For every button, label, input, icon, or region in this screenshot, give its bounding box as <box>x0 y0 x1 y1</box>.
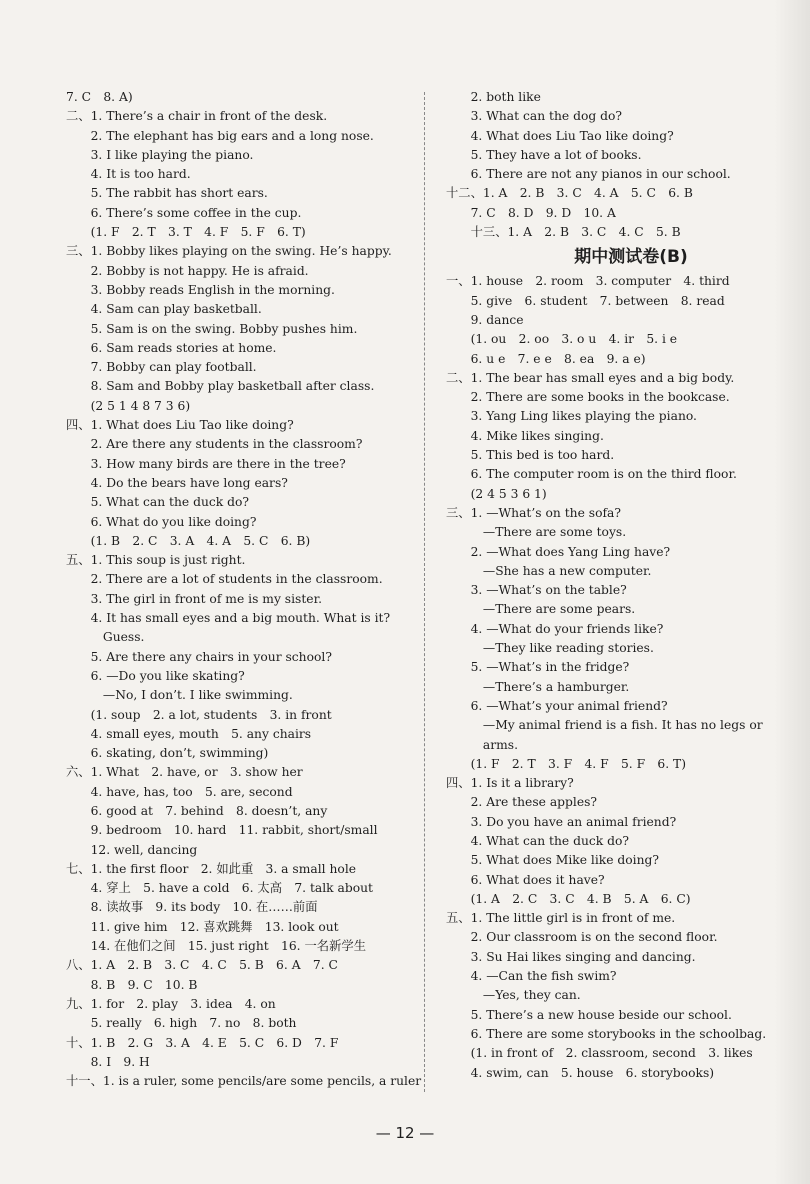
answer-line: arms. <box>446 737 518 752</box>
answer-line: 8. B 9. C 10. B <box>66 977 198 992</box>
answer-line: 二、1. There’s a chair in front of the desk. <box>66 109 328 124</box>
answer-line: (1. B 2. C 3. A 4. A 5. C 6. B) <box>66 533 311 548</box>
answer-line: (2 4 5 3 6 1) <box>446 486 547 501</box>
answer-line: —There’s a hamburger. <box>446 679 630 694</box>
answer-line: 四、1. What does Liu Tao like doing? <box>66 418 294 433</box>
answer-line: 5. They have a lot of books. <box>446 147 642 162</box>
answer-line: 6. —Do you like skating? <box>66 668 245 683</box>
section-title: 期中测试卷(B) <box>574 247 688 268</box>
answer-line: 6. u e 7. e e 8. ea 9. a e) <box>446 351 646 366</box>
answer-line: 3. —What’s on the table? <box>446 583 627 598</box>
answer-line: 8. 读故事 9. its body 10. 在……前面 <box>66 900 318 915</box>
answer-line: 5. —What’s in the fridge? <box>446 660 630 675</box>
answer-line: 6. There’s some coffee in the cup. <box>66 205 302 220</box>
answer-line: 十二、1. A 2. B 3. C 4. A 5. C 6. B <box>446 186 693 201</box>
answer-line: 2. both like <box>446 90 541 104</box>
right-column <box>446 88 776 1083</box>
answer-line: 6. The computer room is on the third floor. <box>446 467 737 482</box>
answer-line: 9. dance <box>446 312 524 327</box>
answer-line: 5. What does Mike like doing? <box>446 853 660 868</box>
answer-line: 5. The rabbit has short ears. <box>66 186 268 201</box>
column-divider <box>424 92 425 1092</box>
answer-line: —Yes, they can. <box>446 988 581 1003</box>
answer-line: 五、1. The little girl is in front of me. <box>446 911 676 926</box>
answer-line: 5. give 6. student 7. between 8. read <box>446 293 725 308</box>
answer-line: 2. Are there any students in the classroom? <box>66 437 363 452</box>
answer-line: 4. What can the duck do? <box>446 833 629 848</box>
answer-line: (1. in front of 2. classroom, second 3. likes <box>446 1046 753 1061</box>
answer-line: 5. What can the duck do? <box>66 495 249 510</box>
answer-line: 一、1. house 2. room 3. computer 4. third <box>446 274 730 289</box>
answer-line: 八、1. A 2. B 3. C 4. C 5. B 6. A 7. C <box>66 958 338 973</box>
answer-line: (1. A 2. C 3. C 4. B 5. A 6. C) <box>446 891 691 906</box>
answer-line: 4. —Can the fish swim? <box>446 969 617 984</box>
answer-line: 四、1. Is it a library? <box>446 776 574 791</box>
answer-line: 六、1. What 2. have, or 3. show her <box>66 765 303 780</box>
answer-line: 2. There are a lot of students in the classroom. <box>66 572 383 587</box>
answer-line: 3. How many birds are there in the tree? <box>66 456 346 471</box>
answer-line: 4. 穿上 5. have a cold 6. 太高 7. talk about <box>66 881 373 896</box>
answer-line: 4. What does Liu Tao like doing? <box>446 128 674 143</box>
page-number: — 12 — <box>375 1124 435 1142</box>
answer-line: 5. Are there any chairs in your school? <box>66 649 332 664</box>
answer-line: 4. It is too hard. <box>66 167 191 182</box>
answer-line: 4. Sam can play basketball. <box>66 302 262 317</box>
answer-line: 3. Yang Ling likes playing the piano. <box>446 409 697 424</box>
answer-line: 2. Are these apples? <box>446 795 598 810</box>
answer-line: —They like reading stories. <box>446 641 654 656</box>
answer-line: 5. really 6. high 7. no 8. both <box>66 1016 297 1031</box>
answer-line: (1. F 2. T 3. T 4. F 5. F 6. T) <box>66 225 306 240</box>
answer-line: 4. small eyes, mouth 5. any chairs <box>66 726 312 741</box>
answer-line: 3. What can the dog do? <box>446 109 622 124</box>
answer-line: 4. Mike likes singing. <box>446 428 604 443</box>
answer-line: 3. Do you have an animal friend? <box>446 814 677 829</box>
answer-line: 十、1. B 2. G 3. A 4. E 5. C 6. D 7. F <box>66 1035 339 1050</box>
answer-line: 6. Sam reads stories at home. <box>66 340 277 355</box>
answer-line: Guess. <box>66 630 145 645</box>
answer-line: 6. —What’s your animal friend? <box>446 698 668 713</box>
answer-line: 三、1. —What’s on the sofa? <box>446 505 621 520</box>
answer-line: 4. It has small eyes and a big mouth. What is it? <box>66 611 391 626</box>
answer-line: 7. C 8. D 9. D 10. A <box>446 205 616 220</box>
answer-line: —She has a new computer. <box>446 563 652 578</box>
answer-line: 2. Our classroom is on the second floor. <box>446 930 718 945</box>
answer-line: 十一、1. is a ruler, some pencils/are some pencils, a ruler <box>66 1074 422 1089</box>
answer-line: 2. The elephant has big ears and a long nose. <box>66 128 374 143</box>
answer-line: 4. —What do your friends like? <box>446 621 664 636</box>
answer-line: —There are some toys. <box>446 525 627 540</box>
answer-line: 7. Bobby can play football. <box>66 360 257 375</box>
answer-line: 十三、1. A 2. B 3. C 4. C 5. B <box>446 225 681 240</box>
answer-line: 3. The girl in front of me is my sister. <box>66 591 323 606</box>
answer-line: 9. bedroom 10. hard 11. rabbit, short/small <box>66 823 378 838</box>
answer-line: 6. skating, don’t, swimming) <box>66 746 269 761</box>
answer-line: —There are some pears. <box>446 602 636 617</box>
answer-line: 2. —What does Yang Ling have? <box>446 544 671 559</box>
answer-line: 6. good at 7. behind 8. doesn’t, any <box>66 803 328 818</box>
answer-line: 4. Do the bears have long ears? <box>66 475 288 490</box>
answer-line: 12. well, dancing <box>66 842 198 857</box>
right-column-top <box>446 88 776 242</box>
answer-line: (1. ou 2. oo 3. o u 4. ir 5. i e <box>446 332 678 347</box>
answer-line: (1. F 2. T 3. F 4. F 5. F 6. T) <box>446 756 687 771</box>
answer-line: 11. give him 12. 喜欢跳舞 13. look out <box>66 919 339 934</box>
answer-line: 九、1. for 2. play 3. idea 4. on <box>66 996 276 1011</box>
answer-line: 4. have, has, too 5. are, second <box>66 784 293 799</box>
answer-line: 14. 在他们之间 15. just right 16. 一名新学生 <box>66 939 366 954</box>
answer-line: 5. This bed is too hard. <box>446 448 615 463</box>
answer-line: 三、1. Bobby likes playing on the swing. He’s happy. <box>66 244 392 259</box>
answer-line: 3. Su Hai likes singing and dancing. <box>446 949 696 964</box>
page-edge-shadow <box>774 0 810 1184</box>
answer-line: 3. Bobby reads English in the morning. <box>66 282 335 297</box>
answer-line: (1. soup 2. a lot, students 3. in front <box>66 707 332 722</box>
answer-line: 6. There are some storybooks in the schoolbag. <box>446 1026 767 1041</box>
answer-line: 五、1. This soup is just right. <box>66 553 246 568</box>
answer-line: 5. There’s a new house beside our school. <box>446 1007 732 1022</box>
answer-line: 7. C 8. A) <box>66 90 133 104</box>
answer-line: —My animal friend is a fish. It has no legs or <box>446 718 763 733</box>
answer-line: 七、1. the first floor 2. 如此重 3. a small hole <box>66 861 357 876</box>
left-column <box>66 88 422 1091</box>
answer-line: —No, I don’t. I like swimming. <box>66 688 293 703</box>
answer-line: 8. Sam and Bobby play basketball after class. <box>66 379 375 394</box>
answer-line: 2. Bobby is not happy. He is afraid. <box>66 263 309 278</box>
answer-line: 二、1. The bear has small eyes and a big body. <box>446 370 735 385</box>
answer-line: 4. swim, can 5. house 6. storybooks) <box>446 1065 715 1080</box>
answer-line: 5. Sam is on the swing. Bobby pushes him. <box>66 321 358 336</box>
answer-line: 2. There are some books in the bookcase. <box>446 390 730 405</box>
answer-line: 6. What do you like doing? <box>66 514 257 529</box>
answer-line: (2 5 1 4 8 7 3 6) <box>66 398 191 413</box>
answer-line: 6. What does it have? <box>446 872 605 887</box>
answer-line: 6. There are not any pianos in our school. <box>446 167 731 182</box>
right-column-bottom <box>446 272 776 1082</box>
answer-line: 3. I like playing the piano. <box>66 147 254 162</box>
answer-line: 8. I 9. H <box>66 1054 150 1069</box>
